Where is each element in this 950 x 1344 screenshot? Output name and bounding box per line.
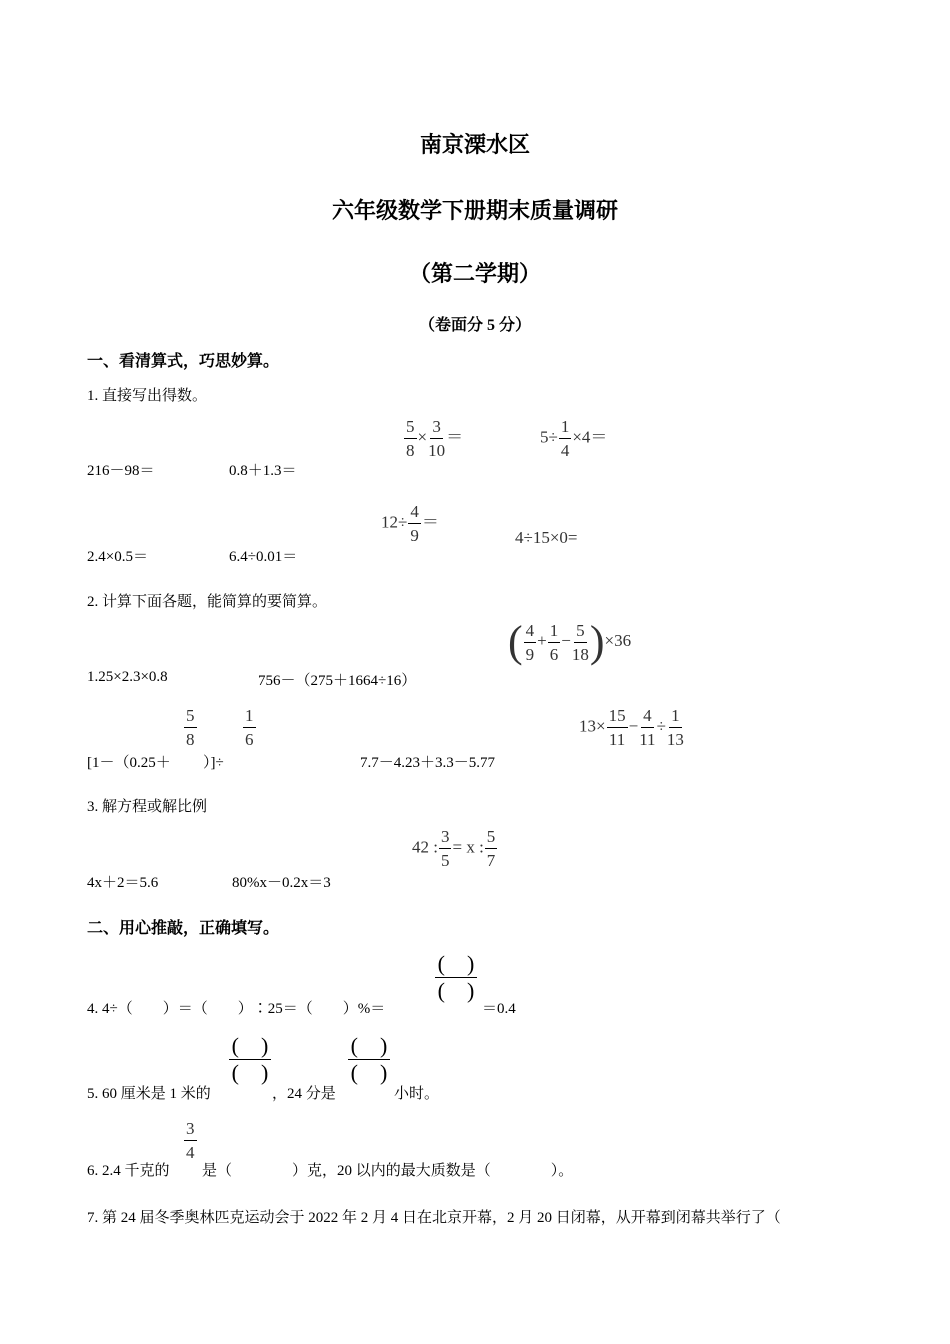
q1-expr-6: 6.4÷0.01＝ xyxy=(229,549,298,565)
q4-tail: ＝0.4 xyxy=(482,1001,516,1017)
q2-calc-2: 756－（275＋1664÷16） xyxy=(258,673,417,689)
q7-text: 7. 第 24 届冬季奥林匹克运动会于 2022 年 2 月 4 日在北京开幕，2 月 20 日闭幕，从开幕到闭幕共举行了（ xyxy=(87,1210,781,1226)
q1-expr-8: 4÷15×0= xyxy=(515,528,578,547)
q1-expr-5: 2.4×0.5＝ xyxy=(87,549,148,565)
q1-expr-3: $\frac{5}{8}$ × $\frac{3}{10}$ ＝ xyxy=(406,417,464,460)
q1-expr-7: 12÷ $\frac{4}{9}$ ＝ xyxy=(381,502,439,545)
semester-label: （第二学期） xyxy=(408,261,541,286)
region-title: 南京溧水区 xyxy=(419,132,530,157)
q1-expr-2: 0.8＋1.3＝ xyxy=(229,463,297,479)
q5-blank-fraction-2: ( ) ( ) xyxy=(348,1035,390,1084)
q5-post: 小时。 xyxy=(394,1086,440,1102)
q2-calc-4-pre: [1－（0.25＋ xyxy=(87,755,171,771)
q3-label: 3. 解方程或解比例 xyxy=(87,799,208,815)
q3-eq-2: 80%x－0.2x＝3 xyxy=(232,875,331,891)
q4-text: 4. 4÷（ ）＝（ ）∶25＝（ ）%＝ xyxy=(87,1001,386,1017)
q2-calc-6: 13× $\frac{15}{11}$ − $\frac{4}{11}$ ÷ $\frac{1}{13}$ xyxy=(579,706,684,749)
q1-label: 1. 直接写出得数。 xyxy=(87,388,208,404)
q3-eq-1: 4x＋2＝5.6 xyxy=(87,875,159,891)
q6-pre: 6. 2.4 千克的 xyxy=(87,1163,170,1179)
q2-label: 2. 计算下面各题，能简算的要简算。 xyxy=(87,594,328,610)
q4-blank-fraction: ( ) ( ) xyxy=(435,953,477,1002)
q5-mid: ，24 分是 xyxy=(272,1086,336,1102)
q5-pre: 5. 60 厘米是 1 米的 xyxy=(87,1086,211,1102)
q5-blank-fraction-1: ( ) ( ) xyxy=(229,1035,271,1084)
q2-calc-5: 7.7－4.23＋3.3－5.77 xyxy=(360,755,496,771)
section-2-heading: 二、用心推敲，正确填写。 xyxy=(87,920,280,937)
score-note: （卷面分 5 分） xyxy=(418,317,531,334)
q1-expr-4: 5÷ $\frac{1}{4}$ ×4＝ xyxy=(540,417,608,460)
q2-calc-4-frac-a: $\frac{5}{8}$ xyxy=(186,706,195,749)
q6-post: 是（ ）克，20 以内的最大质数是（ ）。 xyxy=(202,1163,574,1179)
section-1-heading: 一、看清算式，巧思妙算。 xyxy=(87,353,280,370)
q3-eq-3: 42 : $\frac{3}{5}$ = x : $\frac{5}{7}$ xyxy=(412,827,496,870)
q1-expr-1: 216－98＝ xyxy=(87,463,155,479)
q2-calc-1: 1.25×2.3×0.8 xyxy=(87,669,168,685)
q6-fraction: $\frac{3}{4}$ xyxy=(186,1119,195,1162)
q2-calc-3: ( $\frac{4}{9}$ + $\frac{1}{6}$ − $\frac{5}{18}$ )×36 xyxy=(508,617,632,666)
exam-title: 六年级数学下册期末质量调研 xyxy=(331,198,618,223)
q2-calc-4-frac-b: $\frac{1}{6}$ xyxy=(245,706,254,749)
q2-calc-4-mid: ）]÷ xyxy=(203,755,224,771)
